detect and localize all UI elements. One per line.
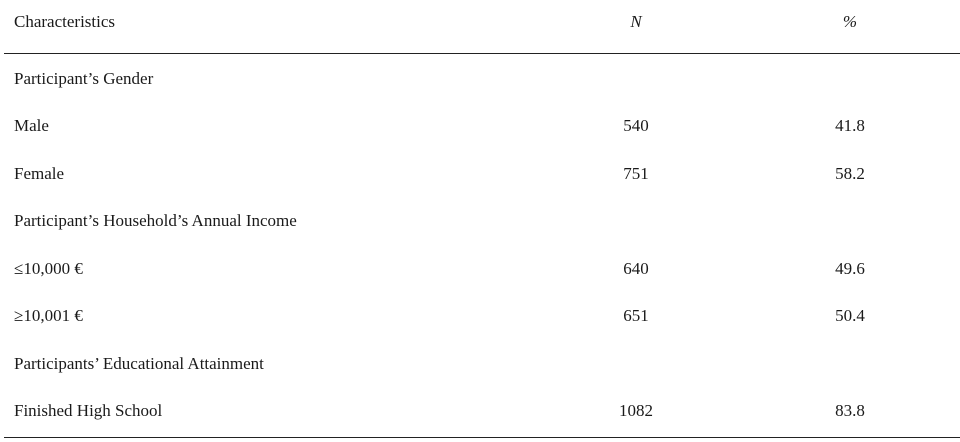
section-row-income — [0, 209, 960, 233]
header-row: Characteristics N % — [0, 10, 960, 34]
section-row-education — [0, 352, 960, 376]
table-row-high-school: Finished High School 1082 83.8 — [0, 399, 960, 423]
row-label: Male — [14, 116, 49, 135]
row-label: Participants’ Educational Attainment — [14, 354, 264, 373]
row-label: Participant’s Gender — [14, 69, 154, 88]
table-row-female: Female 751 58.2 — [0, 162, 960, 186]
row-label: Female — [14, 164, 65, 183]
table-row-income-high: ≥10,001 € 651 50.4 — [0, 304, 960, 328]
header-rule — [4, 53, 960, 54]
row-label: ≥10,001 € — [14, 306, 83, 325]
row-label: Participant’s Household’s Annual Income — [14, 211, 297, 230]
row-label: Finished High School — [14, 401, 163, 420]
header-characteristics: Characteristics — [14, 12, 116, 31]
bottom-rule — [4, 437, 960, 438]
row-label: ≤10,000 € — [14, 259, 83, 278]
table-row-male: Male 540 41.8 — [0, 114, 960, 138]
section-row-gender — [0, 67, 960, 91]
table-row-income-low: ≤10,000 € 640 49.6 — [0, 257, 960, 281]
